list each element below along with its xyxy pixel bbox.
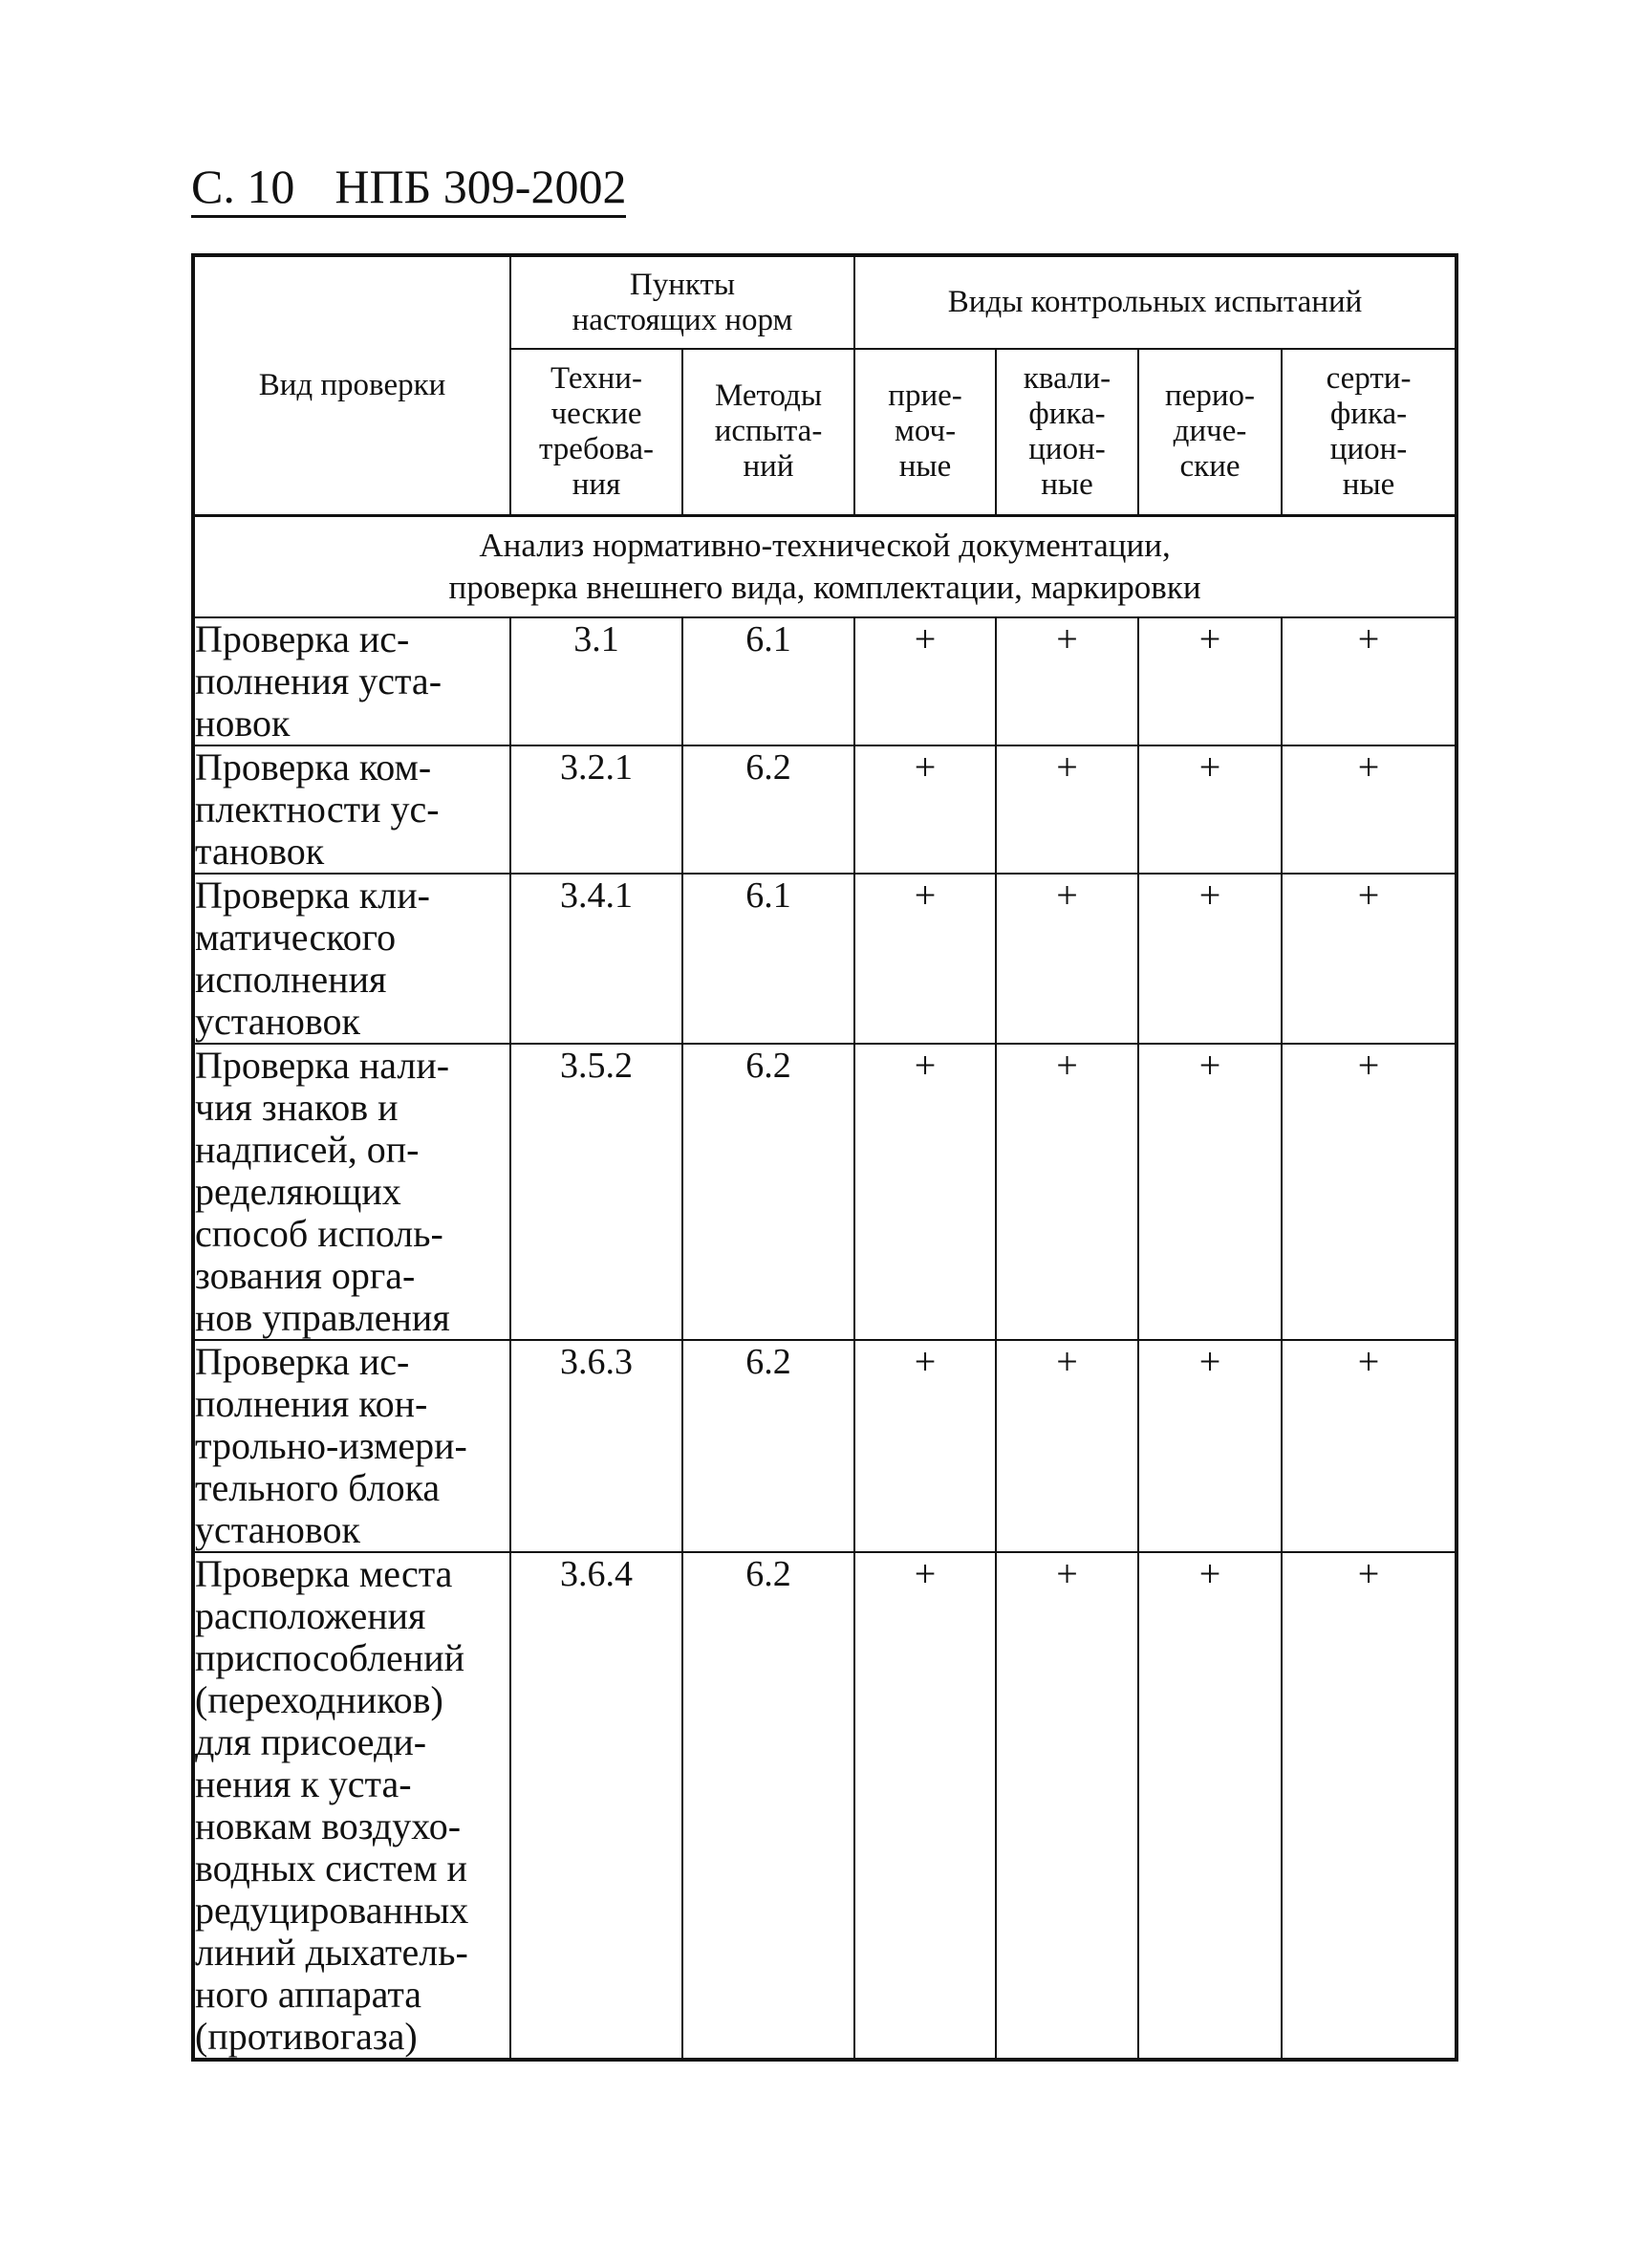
method-clause: 6.1 [682, 617, 854, 745]
qualification-mark: + [996, 1044, 1138, 1340]
method-clause: 6.2 [682, 1552, 854, 2060]
certification-mark: + [1282, 617, 1457, 745]
acceptance-mark: + [854, 874, 996, 1044]
check-name: Проверка ис- полнения уста- новок [193, 617, 510, 745]
periodic-mark: + [1138, 874, 1282, 1044]
tech-clause: 3.6.3 [510, 1340, 682, 1552]
page-header [191, 158, 626, 218]
header-test-types: Виды контрольных испытаний [854, 255, 1457, 349]
check-name: Проверка места расположения приспособлений (переходников) для присоеди- нения к уста- новкам воздухо- водных систем и редуцированных линий дыхатель- ного аппарата (противогаза) [193, 1552, 510, 2060]
periodic-mark: + [1138, 617, 1282, 745]
check-name: Проверка нали- чия знаков и надписей, оп- ределяющих способ исполь- зования орга- нов управления [193, 1044, 510, 1340]
acceptance-mark: + [854, 1044, 996, 1340]
qualification-mark: + [996, 1340, 1138, 1552]
section-title: Анализ нормативно-технической документации, проверка внешнего вида, комплектации, маркировки [193, 515, 1457, 617]
method-clause: 6.2 [682, 1044, 854, 1340]
check-name: Проверка ис- полнения кон- трольно-измери- тельного блока установок [193, 1340, 510, 1552]
check-name: Проверка ком- плектности ус- тановок [193, 745, 510, 874]
header-qualification: квали- фика- цион- ные [996, 349, 1138, 515]
table-row [193, 874, 1457, 1044]
qualification-mark: + [996, 874, 1138, 1044]
header-periodic: перио- диче- ские [1138, 349, 1282, 515]
table-row [193, 1552, 1457, 2060]
table-row [193, 745, 1457, 874]
acceptance-mark: + [854, 617, 996, 745]
tech-clause: 3.4.1 [510, 874, 682, 1044]
certification-mark: + [1282, 1340, 1457, 1552]
header-test-methods: Методы испыта- ний [682, 349, 854, 515]
method-clause: 6.2 [682, 1340, 854, 1552]
tech-clause: 3.6.4 [510, 1552, 682, 2060]
inspection-table [191, 253, 1458, 2062]
table-row [193, 1340, 1457, 1552]
periodic-mark: + [1138, 1044, 1282, 1340]
certification-mark: + [1282, 874, 1457, 1044]
document-id: НПБ 309-2002 [334, 160, 627, 213]
certification-mark: + [1282, 745, 1457, 874]
acceptance-mark: + [854, 1552, 996, 2060]
qualification-mark: + [996, 745, 1138, 874]
periodic-mark: + [1138, 1552, 1282, 2060]
acceptance-mark: + [854, 1340, 996, 1552]
header-acceptance: прие- моч- ные [854, 349, 996, 515]
header-tech-requirements: Техни- ческие требова- ния [510, 349, 682, 515]
certification-mark: + [1282, 1552, 1457, 2060]
tech-clause: 3.1 [510, 617, 682, 745]
page-number: С. 10 [191, 160, 295, 213]
qualification-mark: + [996, 617, 1138, 745]
method-clause: 6.2 [682, 745, 854, 874]
check-name: Проверка кли- матического исполнения установок [193, 874, 510, 1044]
method-clause: 6.1 [682, 874, 854, 1044]
tech-clause: 3.2.1 [510, 745, 682, 874]
table-row [193, 1044, 1457, 1340]
acceptance-mark: + [854, 745, 996, 874]
table-row [193, 617, 1457, 745]
qualification-mark: + [996, 1552, 1138, 2060]
header-norm-clauses: Пункты настоящих норм [510, 255, 854, 349]
periodic-mark: + [1138, 745, 1282, 874]
header-certification: серти- фика- цион- ные [1282, 349, 1457, 515]
periodic-mark: + [1138, 1340, 1282, 1552]
tech-clause: 3.5.2 [510, 1044, 682, 1340]
header-check-type: Вид проверки [193, 255, 510, 515]
certification-mark: + [1282, 1044, 1457, 1340]
